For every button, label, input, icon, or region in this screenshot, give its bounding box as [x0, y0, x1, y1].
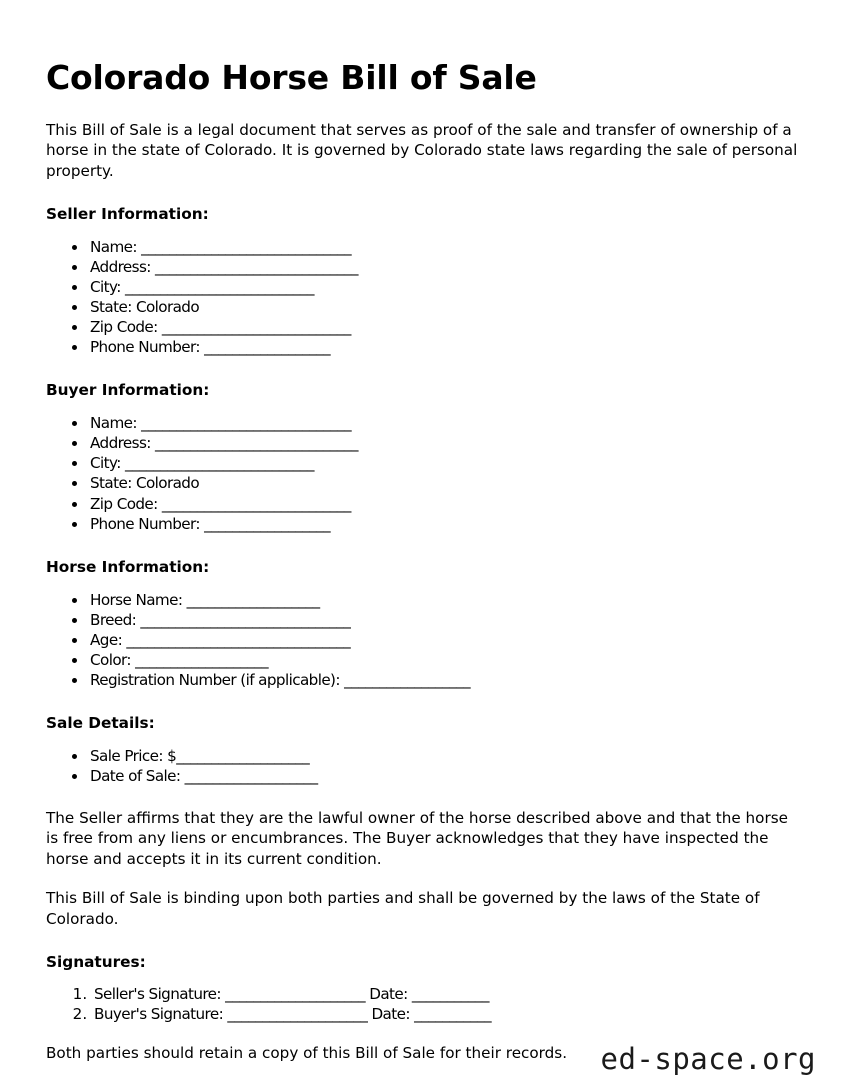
- signature-list: [46, 984, 798, 1024]
- list-item: [88, 590, 798, 610]
- list-item: [88, 610, 798, 630]
- intro-paragraph: This Bill of Sale is a legal document that serves as proof of the sale and transfer of ownership of a horse in the state of Colorado. It is governed by Colorado state laws regarding the sale of personal property.: [46, 120, 798, 180]
- list-item: [88, 317, 798, 337]
- list-item: [88, 514, 798, 534]
- sale-date-field: Date of Sale: ___________________: [90, 766, 318, 785]
- list-item: [92, 984, 798, 1004]
- seller-zip-field: Zip Code: ___________________________: [90, 318, 351, 337]
- horse-name-field: Horse Name: ___________________: [90, 590, 320, 609]
- horse-field-list: [46, 590, 798, 690]
- list-item: [88, 453, 798, 473]
- buyer-section-heading: Buyer Information:: [46, 381, 210, 400]
- sale-section-heading: Sale Details:: [46, 713, 155, 732]
- signature-section-heading: Signatures:: [46, 953, 146, 972]
- list-item: [88, 237, 798, 257]
- list-item: [88, 297, 798, 317]
- seller-phone-field: Phone Number: __________________: [90, 338, 331, 357]
- list-item: [88, 670, 798, 690]
- horse-registration-field: Registration Number (if applicable): __________________: [90, 670, 471, 689]
- list-item: [88, 473, 798, 493]
- list-item: [88, 277, 798, 297]
- horse-age-field: Age: ________________________________: [90, 630, 351, 649]
- list-item: [88, 433, 798, 453]
- seller-signature-line: Seller's Signature: ____________________ Date: ___________: [94, 985, 489, 1004]
- list-item: [88, 413, 798, 433]
- list-item: [88, 746, 798, 766]
- list-item: [88, 494, 798, 514]
- closing-paragraph: Both parties should retain a copy of this Bill of Sale for their records.: [46, 1044, 568, 1063]
- seller-city-field: City: ___________________________: [90, 278, 314, 297]
- horse-color-field: Color: ___________________: [90, 650, 269, 669]
- page-title: Colorado Horse Bill of Sale: [46, 58, 537, 97]
- seller-field-list: [46, 237, 798, 357]
- seller-section-heading: Seller Information:: [46, 205, 209, 224]
- buyer-phone-field: Phone Number: __________________: [90, 514, 331, 533]
- site-watermark: ed-space.org: [600, 1042, 816, 1076]
- affirmation-paragraph: The Seller affirms that they are the lawful owner of the horse described above and that the horse is free from any liens or encumbrances. The Buyer acknowledges that they have inspected the horse and accepts it in its current condition.: [46, 808, 788, 868]
- buyer-signature-line: Buyer's Signature: ____________________ Date: ___________: [94, 1005, 492, 1024]
- buyer-zip-field: Zip Code: ___________________________: [90, 494, 351, 513]
- buyer-field-list: [46, 413, 798, 533]
- list-item: [88, 257, 798, 277]
- sale-field-list: [46, 746, 798, 786]
- list-item: [88, 650, 798, 670]
- buyer-city-field: City: ___________________________: [90, 454, 314, 473]
- list-item: [88, 630, 798, 650]
- horse-breed-field: Breed: ______________________________: [90, 610, 351, 629]
- list-item: [88, 337, 798, 357]
- seller-address-field: Address: _____________________________: [90, 258, 358, 277]
- buyer-address-field: Address: _____________________________: [90, 434, 358, 453]
- list-item: [88, 766, 798, 786]
- binding-paragraph: This Bill of Sale is binding upon both parties and shall be governed by the laws of the State of Colorado.: [46, 889, 760, 928]
- buyer-name-field: Name: ______________________________: [90, 414, 351, 433]
- seller-name-field: Name: ______________________________: [90, 238, 351, 257]
- seller-state-field: State: Colorado: [90, 298, 200, 317]
- horse-section-heading: Horse Information:: [46, 557, 210, 576]
- sale-price-field: Sale Price: $___________________: [90, 746, 310, 765]
- list-item: [92, 1004, 798, 1024]
- buyer-state-field: State: Colorado: [90, 474, 200, 493]
